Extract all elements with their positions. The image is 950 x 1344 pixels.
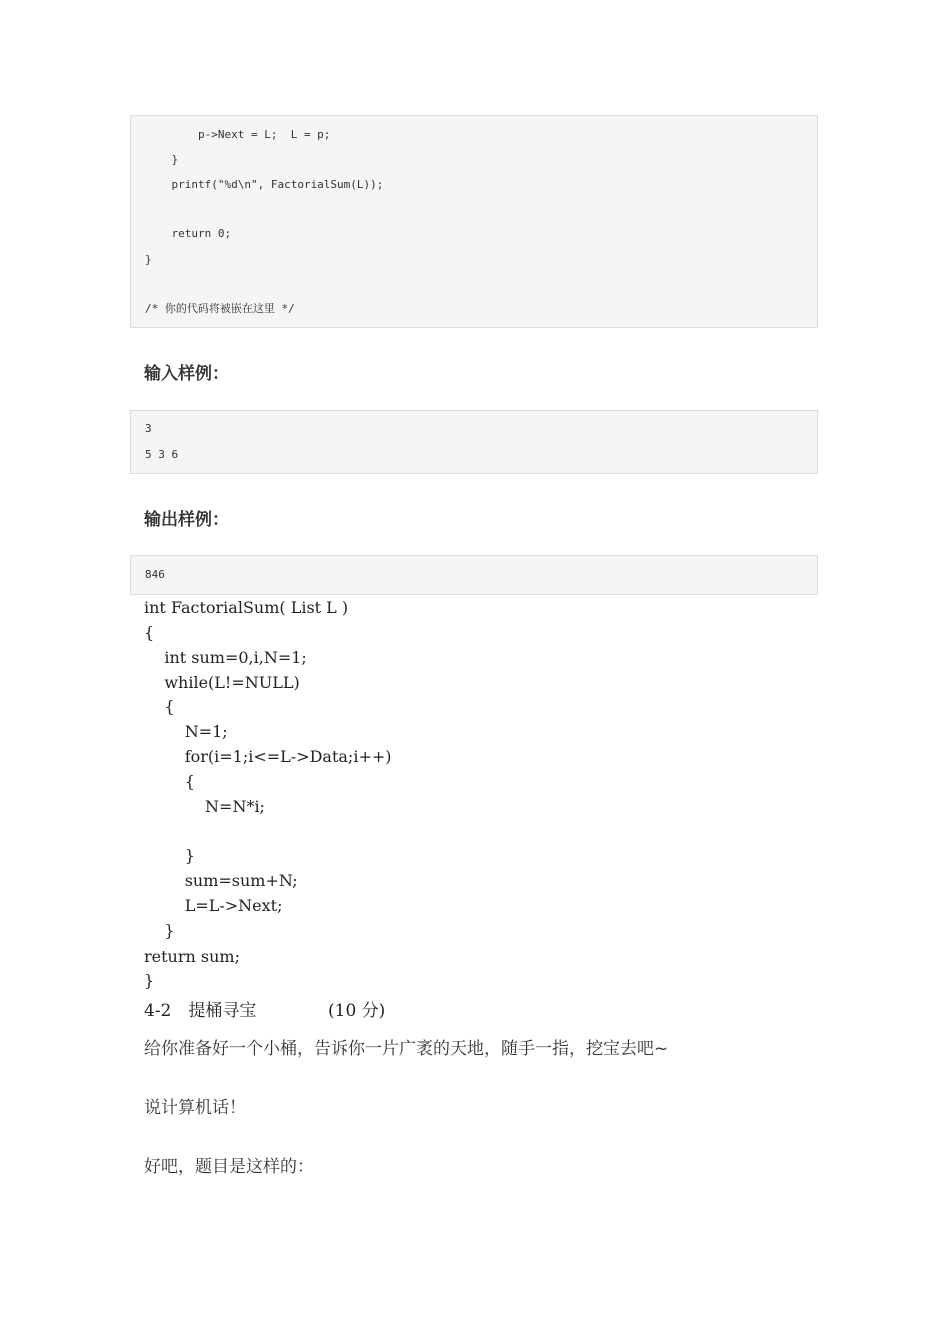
solution-line: sum=sum+N; (144, 871, 298, 890)
code-line: p->Next = L; L = p; (145, 128, 331, 141)
solution-line: { (144, 623, 155, 642)
solution-line: int sum=0,i,N=1; (144, 648, 307, 667)
solution-line: } (144, 846, 195, 865)
problem-score: (10 分) (328, 1001, 386, 1021)
code-comment: /* 你的代码将被嵌在这里 */ (145, 302, 295, 315)
problem-paragraph: 好吧，题目是这样的： (144, 1157, 314, 1177)
code-line: } (145, 153, 179, 166)
input-line: 5 3 6 (145, 448, 179, 461)
output-sample-block (130, 555, 818, 595)
problem-paragraph: 说计算机话！ (144, 1098, 246, 1118)
problem-paragraph: 给你准备好一个小桶，告诉你一片广袤的天地，随手一指，挖宝去吧~ (144, 1039, 669, 1059)
solution-line: N=N*i; (144, 797, 265, 816)
solution-line: L=L->Next; (144, 896, 283, 915)
input-sample-heading: 输入样例： (144, 364, 229, 384)
solution-line: N=1; (144, 722, 228, 741)
output-sample-heading: 输出样例： (144, 510, 229, 530)
solution-line: int FactorialSum( List L ) (144, 598, 349, 617)
solution-line: while(L!=NULL) (144, 673, 300, 692)
output-line: 846 (145, 568, 165, 581)
solution-line: for(i=1;i<=L->Data;i++) (144, 747, 392, 766)
input-line: 3 (145, 422, 152, 435)
solution-line: } (144, 921, 175, 940)
solution-line: } (144, 971, 155, 990)
code-line: return 0; (145, 227, 232, 240)
input-sample-block (130, 410, 818, 474)
code-line: printf("%d\n", FactorialSum(L)); (145, 178, 384, 191)
problem-title: 4-2 提桶寻宝 (144, 1001, 257, 1021)
code-snippet-block (130, 115, 818, 328)
solution-line: { (144, 772, 195, 791)
solution-line: { (144, 697, 175, 716)
solution-line: return sum; (144, 947, 240, 966)
code-line: } (145, 253, 152, 266)
